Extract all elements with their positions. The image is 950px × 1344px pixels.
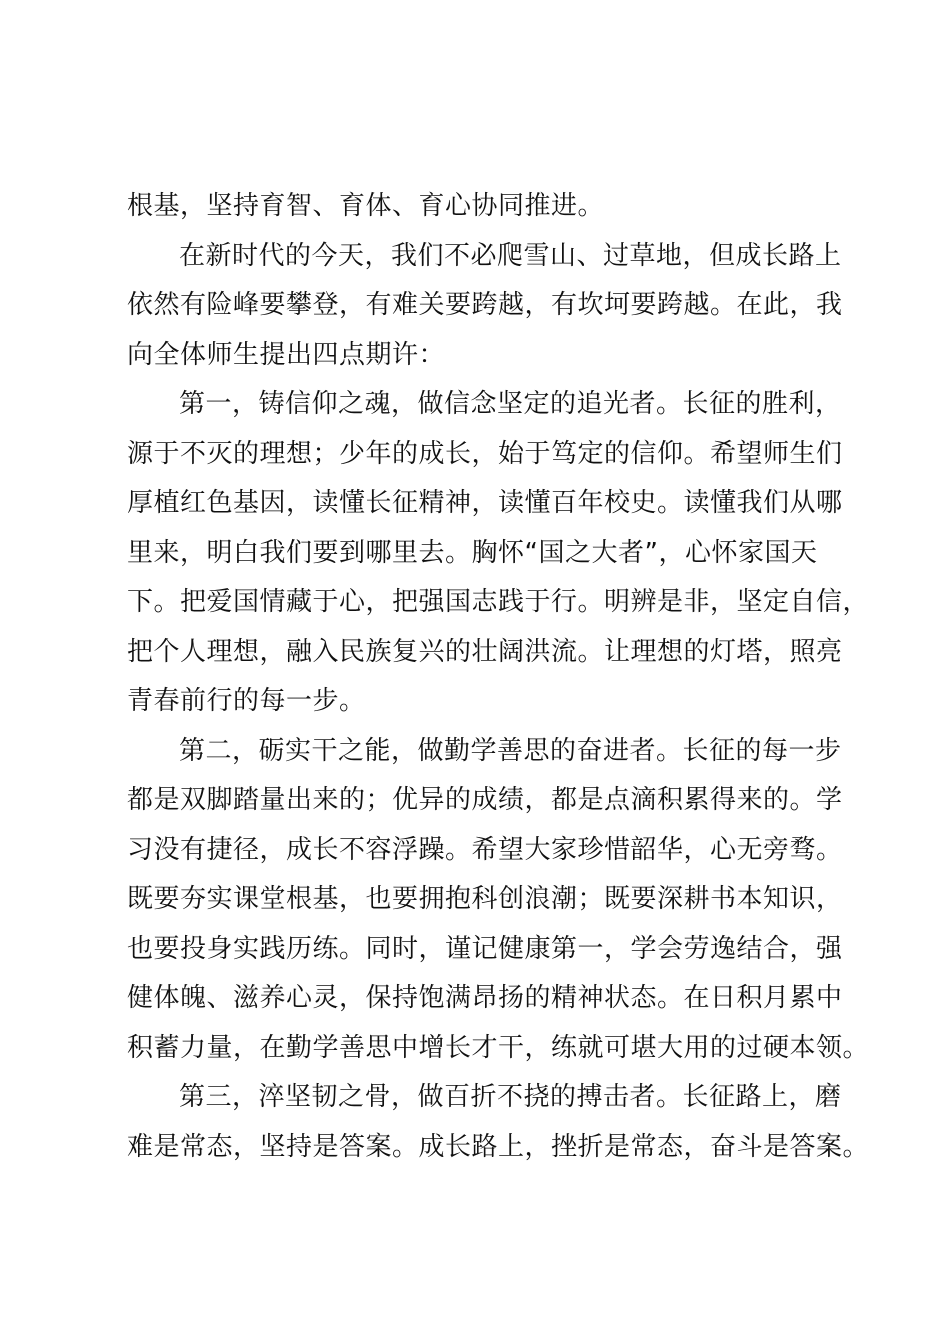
text-line: 难是常态，坚持是答案。成长路上，挫折是常态，奋斗是答案。	[127, 1131, 870, 1162]
text-line: 青春前行的每一步。	[127, 686, 366, 716]
text-line: 健体魄、滋养心灵，保持饱满昂扬的精神状态。在日积月累中	[127, 983, 843, 1013]
text-line: 在新时代的今天，我们不必爬雪山、过草地，但成长路上	[179, 240, 842, 271]
text-line: 习没有捷径，成长不容浮躁。希望大家珍惜韶华，心无旁骛。	[127, 834, 843, 865]
text-line: 第二，砺实干之能，做勤学善思的奋进者。长征的每一步	[179, 735, 842, 766]
text-line: 里来，明白我们要到哪里去。胸怀“国之大者”，心怀家国天	[127, 537, 818, 568]
text-line: 把个人理想，融入民族复兴的壮阔洪流。让理想的灯塔，照亮	[127, 636, 843, 667]
text-line: 源于不灭的理想；少年的成长，始于笃定的信仰。希望师生们	[127, 438, 843, 469]
body-text	[127, 182, 870, 1172]
text-line: 都是双脚踏量出来的；优异的成绩，都是点滴积累得来的。学	[127, 785, 843, 815]
text-line: 下。把爱国情藏于心，把强国志践于行。明辨是非，坚定自信，	[127, 587, 870, 617]
text-line: 也要投身实践历练。同时，谨记健康第一，学会劳逸结合，强	[127, 933, 843, 964]
text-line: 第三，淬坚韧之骨，做百折不挠的搏击者。长征路上，磨	[179, 1082, 842, 1112]
text-line: 向全体师生提出四点期许：	[127, 339, 446, 370]
text-line: 厚植红色基因，读懂长征精神，读懂百年校史。读懂我们从哪	[127, 488, 843, 518]
text-line: 根基，坚持育智、育体、育心协同推进。	[127, 191, 605, 221]
text-line: 积蓄力量，在勤学善思中增长才干，练就可堪大用的过硬本领。	[127, 1032, 870, 1063]
text-line: 第一，铸信仰之魂，做信念坚定的追光者。长征的胜利，	[179, 389, 842, 419]
text-line: 依然有险峰要攀登，有难关要跨越，有坎坷要跨越。在此，我	[127, 290, 843, 320]
text-line: 既要夯实课堂根基，也要拥抱科创浪潮；既要深耕书本知识，	[127, 884, 843, 914]
